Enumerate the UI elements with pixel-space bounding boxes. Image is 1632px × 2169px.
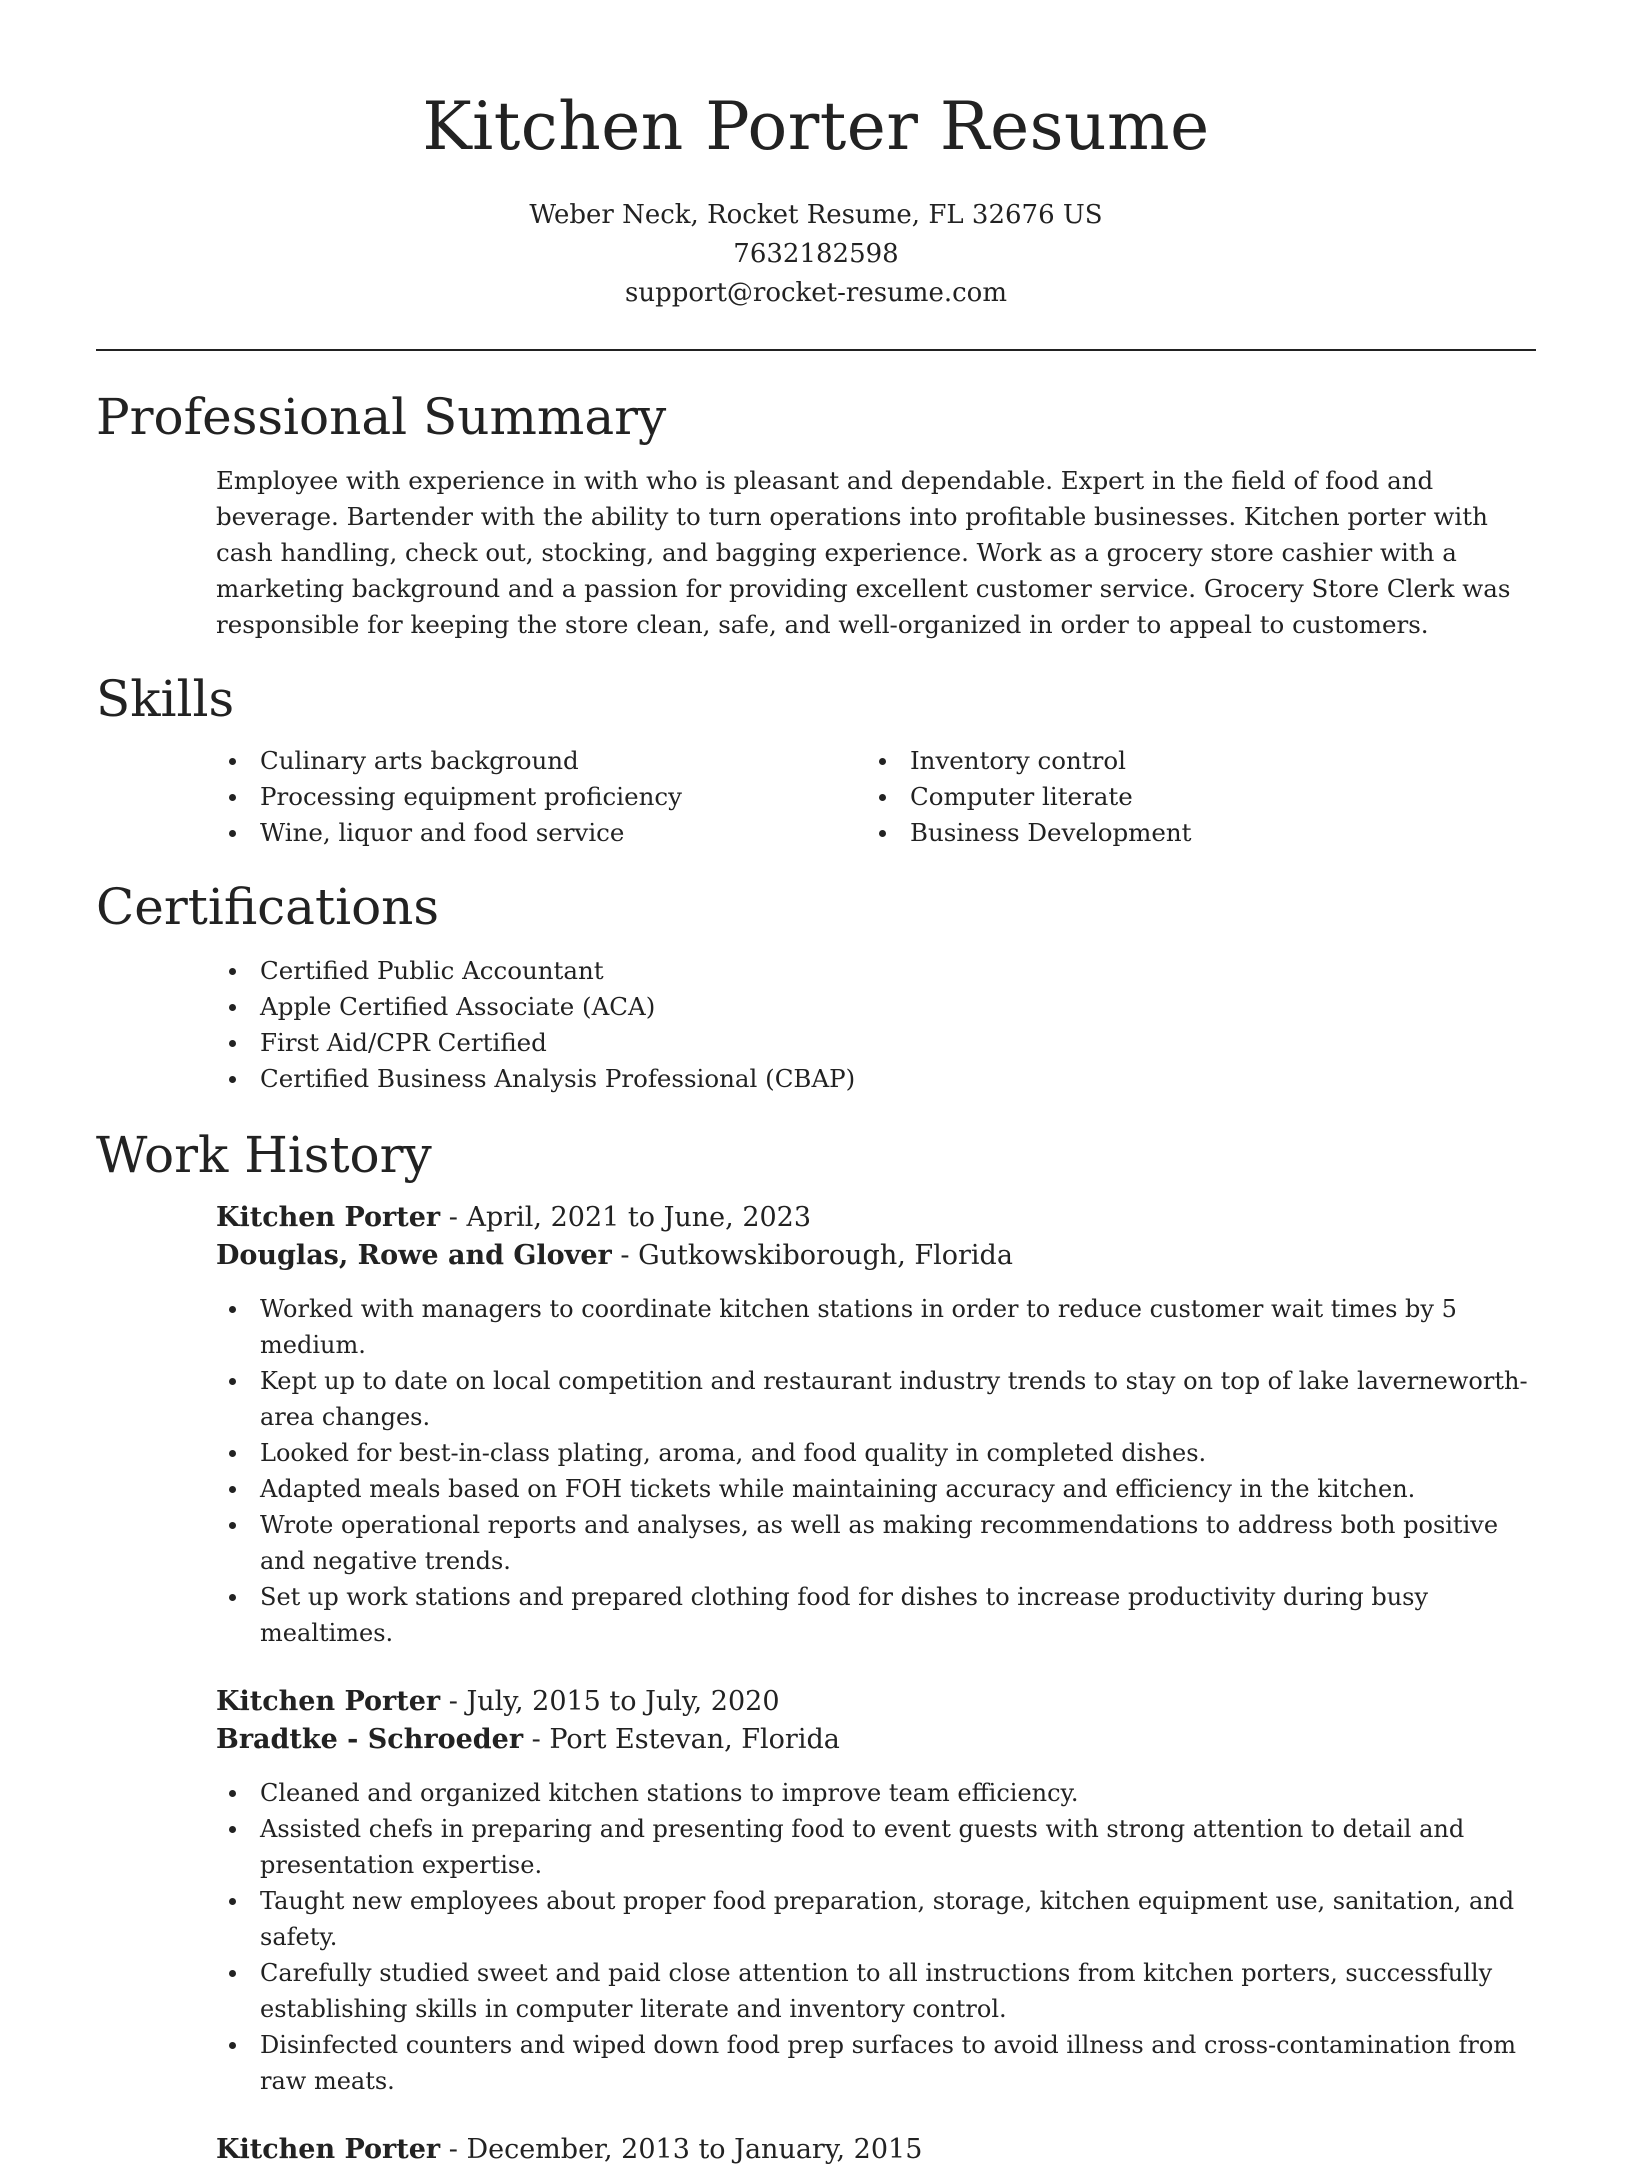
job-duty: Wrote operational reports and analyses, as well as making recommendations to address both positive and negative trends. [216,1507,1536,1579]
job-duties-list [216,1291,1536,1651]
job-duties-list [216,1775,1536,2099]
job-title: Kitchen Porter [216,1686,441,1717]
job-duty: Set up work stations and prepared clothing food for dishes to increase productivity during busy mealtimes. [216,1579,1536,1651]
skills-section [96,667,1536,851]
job-duty: Disinfected counters and wiped down food prep surfaces to avoid illness and cross-contamination from raw meats. [216,2027,1536,2099]
certification-item: First Aid/CPR Certified [216,1025,1536,1061]
certifications-section [96,875,1536,1097]
work-history-section [96,1123,1536,2169]
skills-column-left [216,743,866,851]
job-duty: Kept up to date on local competition and restaurant industry trends to stay on top of lake laverneworth-area changes. [216,1363,1536,1435]
job-dates: - April, 2021 to June, 2023 [440,1202,812,1233]
skill-item: Processing equipment proficiency [216,779,866,815]
contact-address: Weber Neck, Rocket Resume, FL 32676 US [529,200,1103,230]
skills-list-left [216,743,866,851]
job-duty: Cleaned and organized kitchen stations to improve team efficiency. [216,1775,1536,1811]
contact-phone: 7632182598 [733,239,899,269]
certification-item: Certified Public Accountant [216,953,1536,989]
header-divider [96,349,1536,351]
job-duty: Adapted meals based on FOH tickets while maintaining accuracy and efficiency in the kitchen. [216,1471,1536,1507]
job-title-line [216,1199,1536,1237]
job-location: - Port Estevan, Florida [523,1724,840,1755]
summary-text: Employee with experience in with who is pleasant and dependable. Expert in the field of food and beverage. Bartender with the ability to turn operations into profitable businesses. Kitchen porter with cash handling, check out, stocking, and bagging experience. Work as a grocery store cashier with a marketing background and a passion for providing excellent customer service. Grocery Store Clerk was responsible for keeping the store clean, safe, and well-organized in order to appeal to customers. [216,466,1511,639]
job-dates: - December, 2013 to January, 2015 [440,2134,923,2165]
contact-info [96,196,1536,313]
skill-item: Culinary arts background [216,743,866,779]
job-duty: Looked for best-in-class plating, aroma, and food quality in completed dishes. [216,1435,1536,1471]
job-entry [216,1199,1536,1651]
job-duty: Taught new employees about proper food preparation, storage, kitchen equipment use, sanitation, and safety. [216,1883,1536,1955]
skills-heading: Skills [96,670,235,728]
job-location: - Gutkowskiborough, Florida [611,1240,1013,1271]
work-history-heading: Work History [96,1126,432,1184]
certification-item: Certified Business Analysis Professional (CBAP) [216,1061,1536,1097]
resume-title: Kitchen Porter Resume [422,88,1210,165]
skill-item: Inventory control [866,743,1516,779]
certification-item: Apple Certified Associate (ACA) [216,989,1536,1025]
summary-section [96,385,1536,643]
job-title: Kitchen Porter [216,1202,441,1233]
job-employer-line [216,1237,1536,1275]
job-duty: Assisted chefs in preparing and presenting food to event guests with strong attention to detail and presentation expertise. [216,1811,1536,1883]
job-employer: Douglas, Rowe and Glover [216,1240,612,1271]
job-duty: Carefully studied sweet and paid close attention to all instructions from kitchen porters, successfully establishing skills in computer literate and inventory control. [216,1955,1536,2027]
summary-heading: Professional Summary [96,388,667,446]
skills-list-right [866,743,1516,851]
job-title-line [216,2131,1536,2169]
contact-email: support@rocket-resume.com [624,278,1007,308]
skills-column-right [866,743,1516,851]
job-employer: Bradtke - Schroeder [216,1724,524,1755]
job-title-line [216,1683,1536,1721]
job-duty: Worked with managers to coordinate kitchen stations in order to reduce customer wait times by 5 medium. [216,1291,1536,1363]
certifications-list [216,953,1536,1097]
certifications-heading: Certifications [96,878,440,936]
job-employer-line [216,1721,1536,1759]
skills-grid [216,743,1536,851]
resume-header [96,0,1536,313]
skill-item: Computer literate [866,779,1516,815]
skill-item: Wine, liquor and food service [216,815,866,851]
job-entry [216,1683,1536,2099]
job-title: Kitchen Porter [216,2134,441,2165]
skill-item: Business Development [866,815,1516,851]
job-dates: - July, 2015 to July, 2020 [440,1686,780,1717]
job-entry [216,2131,1536,2169]
